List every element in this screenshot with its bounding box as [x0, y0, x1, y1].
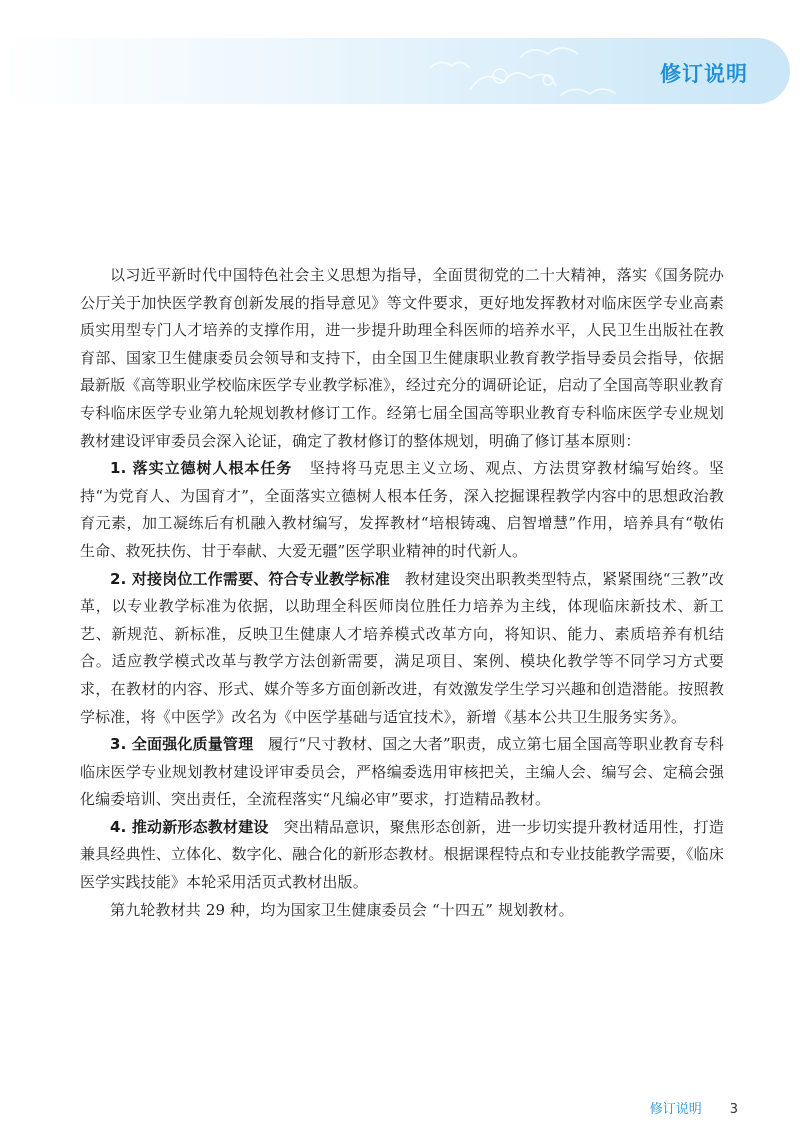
principle-heading: 4. 推动新形态教材建设 [110, 817, 269, 836]
principle-text: 突出精品意识，聚焦形态创新，进一步切实提升教材适用性，打造兼具经典性、立体化、数字化、融合化的新形态教材。根据课程特点和专业技能教学需要，《临床医学实践技能》本轮采用活页式教材出版。 [80, 817, 724, 892]
footer-label: 修订说明 [649, 1102, 702, 1117]
page-footer [650, 1098, 738, 1117]
principle-heading: 2. 对接岗位工作需要、符合专业教学标准 [110, 569, 390, 588]
principle-paragraph [80, 814, 724, 897]
principle-paragraph [80, 566, 724, 732]
document-body [80, 262, 724, 924]
principle-text: 履行“尺寸教材、国之大者”职责，成立第七届全国高等职业教育专科临床医学专业规划教材建设评审委员会，严格编委选用审核把关，主编人会、编写会、定稿会强化编委培训、突出责任，全流程落实“凡编必审”要求，打造精品教材。 [80, 735, 724, 809]
principle-text: 教材建设突出职教类型特点，紧紧围绕“三教”改革，以专业教学标准为依据，以助理全科医师岗位胜任力培养为主线，体现临床新技术、新工艺、新规范、新标准，反映卫生健康人才培养模式改革方向，将知识、能力、素质培养有机结合。适应教学模式改革与教学方法创新需要，满足项目、案例、模块化教学等不同学习方式要求，在教材的内容、形式、媒介等多方面创新改进，有效激发学生学习兴趣和创造潜能。按照教学标准，将《中医学》改名为《中医学基础与适宜技术》，新增《基本公共卫生服务实务》。 [80, 569, 724, 726]
principle-text: 坚持将马克思主义立场、观点、方法贯穿教材编写始终。坚持“为党育人、为国育才”，全面落实立德树人根本任务，深入挖掘课程教学内容中的思想政治教育元素，加工凝练后有机融入教材编写，发挥教材“培根铸魂、启智增慧”作用，培养具有“敬佑生命、救死扶伤、甘于奉献、大爱无疆”医学职业精神的时代新人。 [80, 459, 724, 560]
principle-heading: 3. 全面强化质量管理 [110, 735, 254, 754]
page-number: 3 [729, 1102, 738, 1117]
page-header-title: 修订说明 [660, 62, 748, 86]
principle-paragraph [80, 731, 724, 814]
principle-heading: 1. 落实立德树人根本任务 [110, 459, 293, 478]
intro-paragraph: 以习近平新时代中国特色社会主义思想为指导，全面贯彻党的二十大精神，落实《国务院办公厅关于加快医学教育创新发展的指导意见》等文件要求，更好地发挥教材对临床医学专业高素质实用型专门人才培养的支撑作用，进一步提升助理全科医师的培养水平，人民卫生出版社在教育部、国家卫生健康委员会领导和支持下，由全国卫生健康职业教育教学指导委员会指导，依据最新版《高等职业学校临床医学专业教学标准》，经过充分的调研论证，启动了全国高等职业教育专科临床医学专业第九轮规划教材修订工作。经第七届全国高等职业教育专科临床医学专业规划教材建设评审委员会深入论证，确定了教材修订的整体规划，明确了修订基本原则： [80, 266, 724, 450]
principle-paragraph [80, 455, 724, 565]
closing-paragraph: 第九轮教材共 29 种，均为国家卫生健康委员会 “十四五” 规划教材。 [110, 900, 574, 919]
